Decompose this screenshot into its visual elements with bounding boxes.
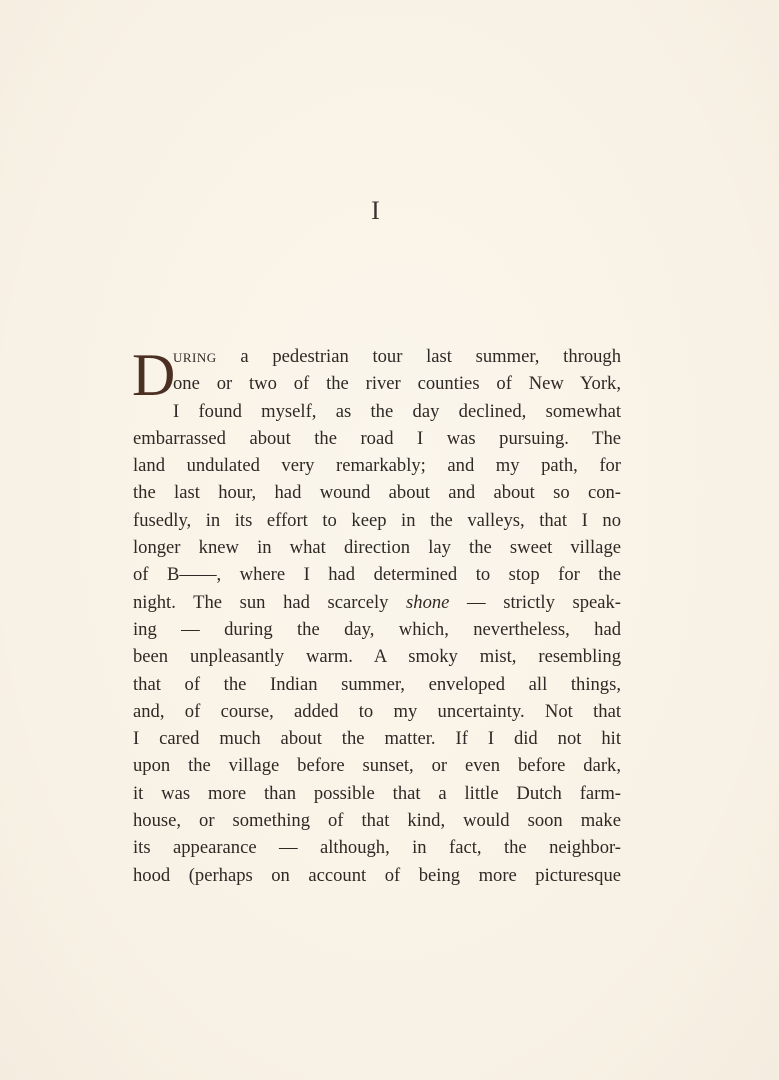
text-line-19: its appearance — although, in fact, the neighbor- (133, 837, 621, 859)
line-10-before: night. The sun had scarcely (133, 591, 389, 613)
text-line-10 (133, 589, 621, 616)
text-line-13: that of the Indian summer, enveloped all things, (133, 673, 621, 695)
chapter-number: I (371, 196, 381, 225)
text-line-16: upon the village before sunset, or even before dark, (133, 755, 621, 777)
body-paragraph (133, 343, 621, 889)
line-10-after: — strictly speak- (467, 591, 621, 613)
text-line-4: embarrassed about the road I was pursuing. The (133, 427, 621, 449)
drop-cap: D (132, 342, 176, 408)
text-line-6: the last hour, had wound about and about so con- (133, 482, 621, 504)
text-line-17: it was more than possible that a little Dutch farm- (133, 782, 621, 804)
text-line-15: I cared much about the matter. If I did not hit (133, 728, 621, 750)
text-line-5: land undulated very remarkably; and my path, for (133, 455, 621, 477)
text-line-2: one or two of the river counties of New York, (173, 373, 621, 395)
text-line-9: of B——, where I had determined to stop for the (133, 564, 621, 586)
text-line-12: been unpleasantly warm. A smoky mist, resembling (133, 646, 621, 668)
text-line-14: and, of course, added to my uncertainty. Not that (133, 700, 621, 722)
text-line-1 (133, 343, 621, 370)
text-line-20: hood (perhaps on account of being more picturesque (133, 864, 621, 886)
text-line-3: I found myself, as the day declined, somewhat (173, 400, 621, 422)
line-1-rest: a pedestrian tour last summer, through (240, 346, 622, 367)
text-line-18: house, or something of that kind, would soon make (133, 810, 621, 832)
text-line-7: fusedly, in its effort to keep in the valleys, that I no (133, 509, 621, 531)
italic-word: shone (406, 591, 450, 613)
text-line-11: ing — during the day, which, nevertheless, had (133, 618, 621, 640)
first-word-smallcaps: uring (173, 346, 217, 367)
text-line-8: longer knew in what direction lay the sweet village (133, 537, 621, 559)
